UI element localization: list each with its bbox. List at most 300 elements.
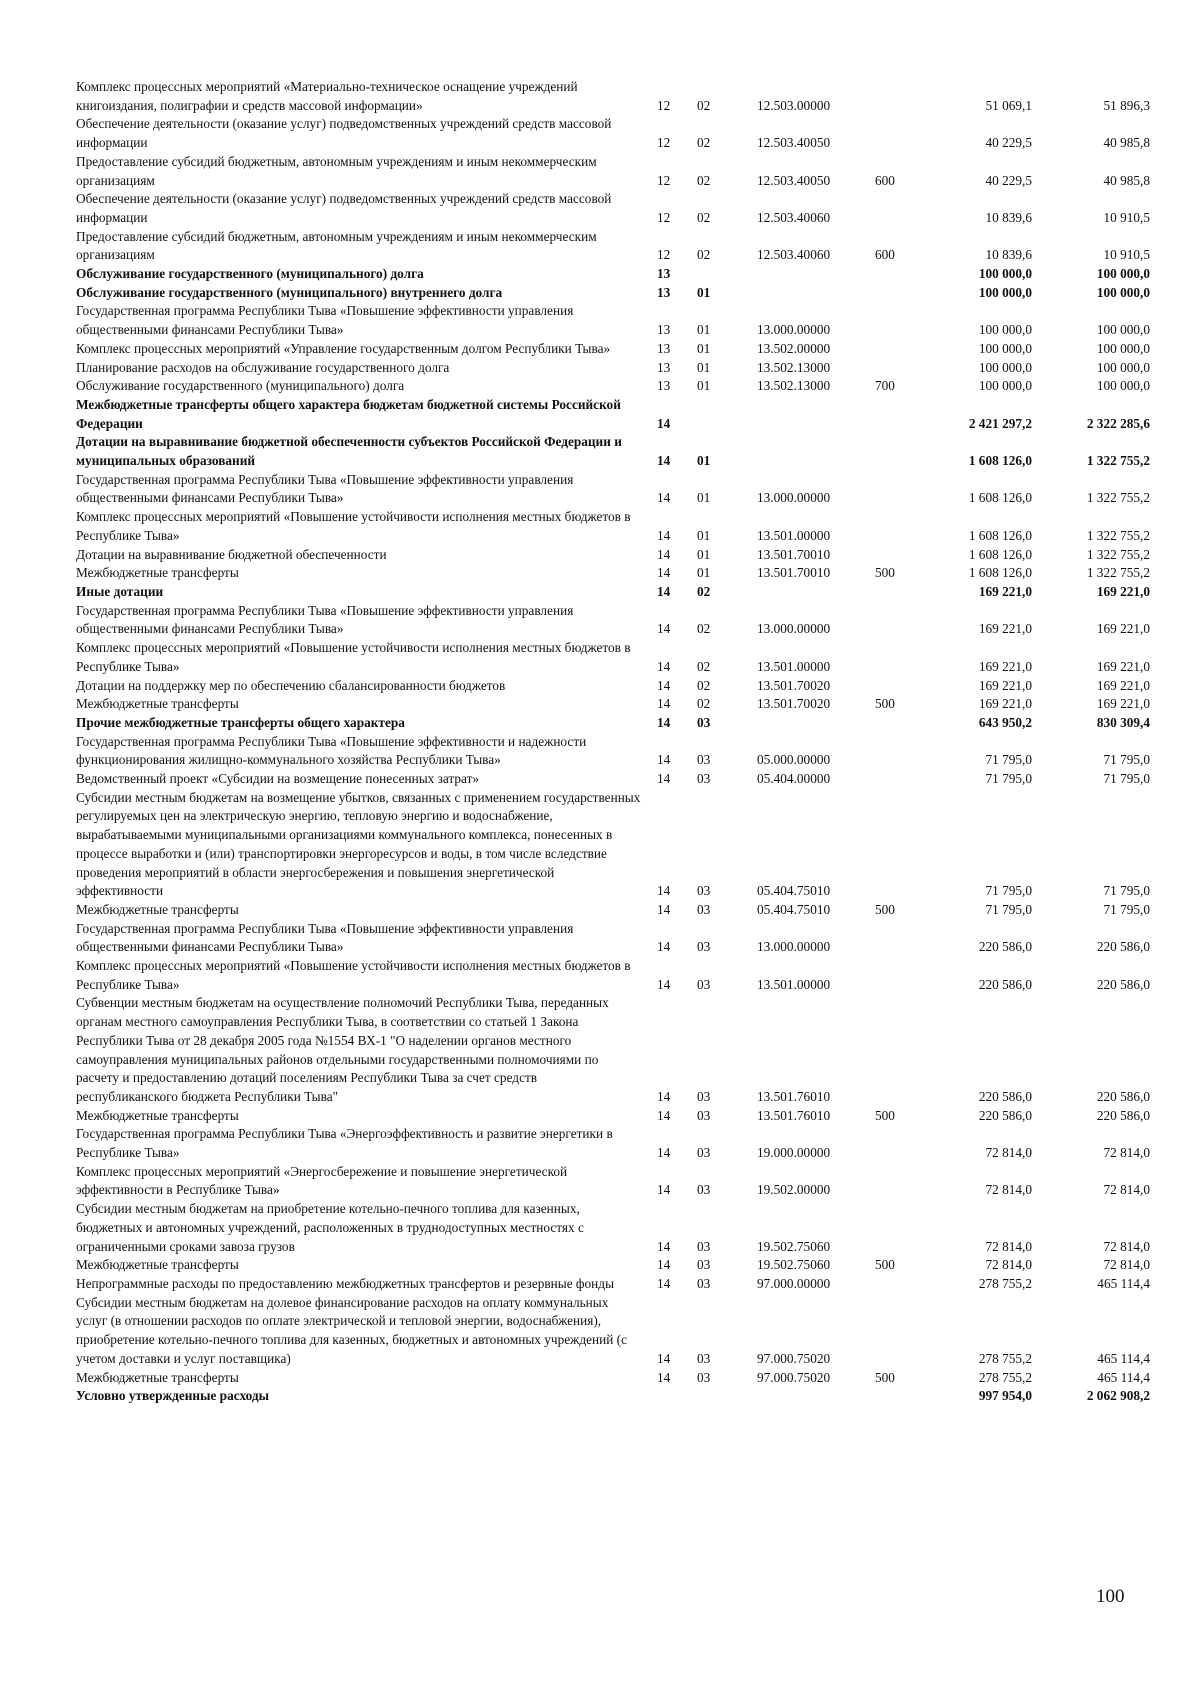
row-amount-year1: 1 608 126,0 <box>968 490 1032 506</box>
row-subsection-code: 01 <box>697 284 711 300</box>
row-expense-type <box>875 994 935 1106</box>
row-section-code: 14 <box>657 490 671 506</box>
row-target-article: 97.000.00000 <box>757 1276 831 1291</box>
row-amount-year1: 220 586,0 <box>978 1088 1032 1104</box>
row-section-code: 14 <box>657 714 671 730</box>
row-amount-year2: 1 322 755,2 <box>1086 565 1150 581</box>
row-subsection-code: 01 <box>697 453 711 469</box>
row-amount-year1: 71 795,0 <box>985 883 1032 899</box>
table-row <box>76 190 1150 227</box>
row-name: Непрограммные расходы по предоставлению межбюджетных трансфертов и резервные фонды <box>76 1276 614 1291</box>
row-subsection-code: 03 <box>697 1145 711 1161</box>
row-subsection-code: 03 <box>697 714 711 730</box>
row-section-code: 13 <box>657 359 671 375</box>
row-name: Комплекс процессных мероприятий «Повышение устойчивости исполнения местных бюджетов в Республике Тыва» <box>76 640 631 674</box>
table-row <box>76 583 1150 602</box>
row-section-code: 14 <box>657 1088 671 1104</box>
row-expense-type <box>875 1163 935 1200</box>
row-subsection-code: 03 <box>697 1238 711 1254</box>
table-row <box>76 340 1150 359</box>
row-section-code: 13 <box>657 284 671 300</box>
row-amount-year1: 169 221,0 <box>978 583 1032 599</box>
row-expense-type <box>875 639 935 676</box>
row-section-code: 13 <box>657 322 671 338</box>
row-subsection-code: 02 <box>697 97 711 113</box>
row-section-code: 14 <box>657 752 671 768</box>
row-name: Межбюджетные трансферты общего характера бюджетам бюджетной системы Российской Федерации <box>76 396 621 431</box>
row-section-code: 13 <box>657 266 671 282</box>
row-expense-type <box>875 265 935 284</box>
row-subsection-code: 03 <box>697 1182 711 1198</box>
row-subsection-code <box>697 265 757 284</box>
row-target-article: 19.502.00000 <box>757 1182 831 1198</box>
row-name: Иные дотации <box>76 583 164 599</box>
row-amount-year1: 71 795,0 <box>985 771 1032 787</box>
row-amount-year1: 169 221,0 <box>978 621 1032 637</box>
row-section-code: 13 <box>657 378 671 394</box>
row-name: Планирование расходов на обслуживание государственного долга <box>76 359 450 375</box>
row-target-article: 13.000.00000 <box>757 322 831 338</box>
row-target-article: 05.404.75010 <box>757 883 831 899</box>
row-target-article: 13.501.76010 <box>757 1088 831 1104</box>
row-amount-year2: 830 309,4 <box>1096 714 1150 730</box>
row-amount-year1: 220 586,0 <box>978 1107 1032 1123</box>
row-expense-type <box>875 433 935 470</box>
row-amount-year2: 100 000,0 <box>1096 284 1150 300</box>
table-row <box>76 471 1150 508</box>
table-row <box>76 1294 1150 1369</box>
row-amount-year1: 1 608 126,0 <box>968 546 1032 562</box>
row-name: Межбюджетные трансферты <box>76 1257 239 1273</box>
row-amount-year1: 100 000,0 <box>978 266 1032 282</box>
row-subsection-code: 01 <box>697 322 711 338</box>
row-expense-type <box>875 1387 935 1406</box>
row-section-code: 14 <box>657 583 671 599</box>
row-name: Комплекс процессных мероприятий «Энергосбережение и повышение энергетической эффективности в Республике Тыва» <box>76 1163 568 1198</box>
row-amount-year2: 10 910,5 <box>1103 247 1150 263</box>
row-expense-type <box>875 677 935 696</box>
row-subsection-code: 03 <box>697 1107 711 1123</box>
row-amount-year1: 71 795,0 <box>985 752 1032 768</box>
row-amount-year2: 1 322 755,2 <box>1086 546 1150 562</box>
row-subsection-code: 03 <box>697 1350 711 1366</box>
row-subsection-code: 01 <box>697 527 711 543</box>
row-expense-type <box>875 770 935 789</box>
row-target-article: 13.501.00000 <box>757 658 831 674</box>
row-name: Условно утвержденные расходы <box>76 1388 269 1404</box>
table-row <box>76 901 1150 920</box>
table-row <box>76 302 1150 339</box>
row-amount-year2: 100 000,0 <box>1096 340 1150 356</box>
row-subsection-code <box>697 396 757 433</box>
row-subsection-code: 01 <box>697 340 711 356</box>
row-amount-year2: 71 795,0 <box>1103 771 1150 787</box>
row-target-article <box>757 583 875 602</box>
row-target-article <box>757 433 875 470</box>
row-expense-type <box>875 546 935 565</box>
row-section-code: 12 <box>657 135 671 151</box>
row-name: Дотации на поддержку мер по обеспечению сбалансированности бюджетов <box>76 677 506 693</box>
row-name: Субсидии местным бюджетам на приобретение котельно-печного топлива для казенных, бюджетных и автономных учреждений, расположенных в труднодоступных местностях с ограниченными сроками завоза грузов <box>76 1201 584 1254</box>
row-expense-type <box>875 1125 935 1162</box>
row-amount-year2: 169 221,0 <box>1096 621 1150 637</box>
row-amount-year1: 100 000,0 <box>978 284 1032 300</box>
row-subsection-code: 03 <box>697 883 711 899</box>
row-target-article: 19.502.75060 <box>757 1238 831 1254</box>
row-target-article: 12.503.00000 <box>757 97 831 113</box>
row-amount-year1: 220 586,0 <box>978 939 1032 955</box>
table-row <box>76 284 1150 303</box>
row-amount-year2: 40 985,8 <box>1103 135 1150 151</box>
row-subsection-code: 01 <box>697 546 711 562</box>
row-expense-type <box>875 284 935 303</box>
row-amount-year2: 71 795,0 <box>1103 901 1150 917</box>
row-amount-year1: 997 954,0 <box>978 1388 1032 1404</box>
row-target-article: 97.000.75020 <box>757 1369 831 1385</box>
row-section-code: 14 <box>657 696 671 712</box>
row-expense-type: 700 <box>875 378 895 394</box>
row-amount-year2: 220 586,0 <box>1096 1088 1150 1104</box>
row-amount-year1: 1 608 126,0 <box>968 565 1032 581</box>
row-subsection-code: 01 <box>697 359 711 375</box>
row-expense-type <box>875 1200 935 1256</box>
row-amount-year2: 72 814,0 <box>1103 1257 1150 1273</box>
table-row <box>76 265 1150 284</box>
row-target-article <box>757 396 875 433</box>
table-row <box>76 115 1150 152</box>
row-subsection-code: 03 <box>697 1276 711 1291</box>
row-amount-year1: 278 755,2 <box>978 1369 1032 1385</box>
row-name: Обслуживание государственного (муниципального) долга <box>76 266 424 282</box>
row-subsection-code: 03 <box>697 752 711 768</box>
row-expense-type <box>875 714 935 733</box>
row-expense-type: 500 <box>875 696 895 712</box>
row-section-code: 14 <box>657 1145 671 1161</box>
row-target-article: 13.501.76010 <box>757 1107 831 1123</box>
row-subsection-code: 02 <box>697 247 711 263</box>
table-row <box>76 377 1150 396</box>
row-target-article: 05.404.00000 <box>757 771 831 787</box>
row-target-article: 13.502.00000 <box>757 340 831 356</box>
row-amount-year1: 169 221,0 <box>978 677 1032 693</box>
row-expense-type <box>875 508 935 545</box>
table-row <box>76 153 1150 190</box>
table-row <box>76 733 1150 770</box>
table-row <box>76 677 1150 696</box>
row-amount-year2: 71 795,0 <box>1103 883 1150 899</box>
row-name: Комплекс процессных мероприятий «Управление государственным долгом Республики Тыва» <box>76 340 611 356</box>
table-row <box>76 789 1150 901</box>
row-section-code: 13 <box>657 340 671 356</box>
row-amount-year2: 2 322 285,6 <box>1086 415 1150 431</box>
row-section-code: 14 <box>657 546 671 562</box>
row-amount-year2: 100 000,0 <box>1096 266 1150 282</box>
table-row <box>76 1125 1150 1162</box>
row-name: Межбюджетные трансферты <box>76 901 239 917</box>
table-row <box>76 920 1150 957</box>
table-row <box>76 1107 1150 1126</box>
row-expense-type: 600 <box>875 247 895 263</box>
row-section-code <box>649 1387 697 1406</box>
row-amount-year1: 51 069,1 <box>985 97 1032 113</box>
table-row <box>76 1256 1150 1275</box>
row-target-article: 13.501.00000 <box>757 527 831 543</box>
row-expense-type: 500 <box>875 901 895 917</box>
row-target-article: 12.503.40060 <box>757 209 831 225</box>
row-expense-type <box>875 957 935 994</box>
row-subsection-code: 02 <box>697 677 711 693</box>
row-subsection-code: 03 <box>697 1369 711 1385</box>
row-name: Комплекс процессных мероприятий «Материально-техническое оснащение учреждений книгоиздания, полиграфии и средств массовой информации» <box>76 79 578 113</box>
row-name: Дотации на выравнивание бюджетной обеспеченности субъектов Российской Федерации и муниципальных образований <box>76 434 622 469</box>
table-row <box>76 396 1150 433</box>
row-amount-year1: 278 755,2 <box>978 1350 1032 1366</box>
row-subsection-code: 03 <box>697 939 711 955</box>
row-expense-type <box>875 190 935 227</box>
row-amount-year1: 169 221,0 <box>978 696 1032 712</box>
row-amount-year1: 169 221,0 <box>978 658 1032 674</box>
row-name: Комплекс процессных мероприятий «Повышение устойчивости исполнения местных бюджетов в Республике Тыва» <box>76 509 631 543</box>
table-row <box>76 770 1150 789</box>
row-target-article: 19.000.00000 <box>757 1145 831 1161</box>
row-amount-year2: 169 221,0 <box>1096 658 1150 674</box>
table-row <box>76 695 1150 714</box>
row-amount-year1: 2 421 297,2 <box>968 415 1032 431</box>
row-section-code: 14 <box>657 1276 671 1291</box>
table-row <box>76 1163 1150 1200</box>
row-amount-year2: 465 114,4 <box>1097 1276 1150 1291</box>
row-subsection-code: 03 <box>697 1088 711 1104</box>
row-target-article <box>757 265 875 284</box>
row-subsection-code: 01 <box>697 490 711 506</box>
row-section-code: 14 <box>657 883 671 899</box>
row-subsection-code: 02 <box>697 696 711 712</box>
row-name: Предоставление субсидий бюджетным, автономным учреждениям и иным некоммерческим организациям <box>76 228 597 263</box>
row-amount-year1: 220 586,0 <box>978 976 1032 992</box>
table-row <box>76 508 1150 545</box>
row-expense-type: 600 <box>875 172 895 188</box>
row-amount-year2: 72 814,0 <box>1103 1145 1150 1161</box>
row-amount-year1: 10 839,6 <box>985 209 1032 225</box>
row-target-article: 13.000.00000 <box>757 939 831 955</box>
row-section-code: 14 <box>657 621 671 637</box>
row-target-article: 97.000.75020 <box>757 1350 831 1366</box>
row-amount-year1: 100 000,0 <box>978 340 1032 356</box>
row-amount-year1: 100 000,0 <box>978 359 1032 375</box>
table-row <box>76 957 1150 994</box>
row-amount-year1: 100 000,0 <box>978 378 1032 394</box>
table-row <box>76 1369 1150 1388</box>
row-section-code: 12 <box>657 97 671 113</box>
table-row <box>76 1275 1150 1294</box>
row-amount-year2: 40 985,8 <box>1103 172 1150 188</box>
row-section-code: 14 <box>657 658 671 674</box>
row-section-code: 14 <box>657 677 671 693</box>
row-name: Прочие межбюджетные трансферты общего характера <box>76 714 405 730</box>
row-subsection-code: 03 <box>697 1257 711 1273</box>
row-name: Обеспечение деятельности (оказание услуг) подведомственных учреждений средств массовой информации <box>76 191 612 225</box>
row-target-article: 13.501.70010 <box>757 565 831 581</box>
row-amount-year1: 72 814,0 <box>985 1182 1032 1198</box>
row-amount-year2: 100 000,0 <box>1096 359 1150 375</box>
table-row <box>76 639 1150 676</box>
row-name: Межбюджетные трансферты <box>76 1107 239 1123</box>
row-name: Межбюджетные трансферты <box>76 1369 239 1385</box>
row-section-code: 14 <box>657 976 671 992</box>
row-name: Межбюджетные трансферты <box>76 565 239 581</box>
row-section-code: 14 <box>657 415 671 431</box>
table-row <box>76 994 1150 1106</box>
row-expense-type <box>875 602 935 639</box>
row-amount-year1: 72 814,0 <box>985 1257 1032 1273</box>
row-target-article: 13.502.13000 <box>757 378 831 394</box>
row-expense-type <box>875 302 935 339</box>
row-amount-year2: 220 586,0 <box>1096 1107 1150 1123</box>
budget-table-body <box>76 78 1150 1406</box>
row-target-article: 13.501.70020 <box>757 696 831 712</box>
row-subsection-code: 02 <box>697 209 711 225</box>
row-name: Государственная программа Республики Тыва «Энергоэффективность и развитие энергетики в Республике Тыва» <box>76 1126 613 1161</box>
row-expense-type <box>875 789 935 901</box>
row-amount-year2: 465 114,4 <box>1097 1369 1150 1385</box>
row-name: Государственная программа Республики Тыва «Повышение эффективности управления общественными финансами Республики Тыва» <box>76 920 574 955</box>
row-name: Государственная программа Республики Тыва «Повышение эффективности управления общественными финансами Республики Тыва» <box>76 471 574 506</box>
row-amount-year1: 100 000,0 <box>978 322 1032 338</box>
table-row <box>76 564 1150 583</box>
row-name: Ведомственный проект «Субсидии на возмещение понесенных затрат» <box>76 771 480 787</box>
row-amount-year2: 10 910,5 <box>1103 209 1150 225</box>
row-section-code: 14 <box>657 1257 671 1273</box>
row-amount-year2: 100 000,0 <box>1096 378 1150 394</box>
row-name: Комплекс процессных мероприятий «Повышение устойчивости исполнения местных бюджетов в Республике Тыва» <box>76 958 631 992</box>
row-target-article: 13.000.00000 <box>757 490 831 506</box>
row-amount-year2: 169 221,0 <box>1096 583 1150 599</box>
row-expense-type: 500 <box>875 565 895 581</box>
row-name: Обслуживание государственного (муниципального) долга <box>76 378 405 394</box>
row-section-code: 12 <box>657 247 671 263</box>
row-section-code: 14 <box>657 453 671 469</box>
row-target-article: 12.503.40050 <box>757 135 831 151</box>
row-section-code: 12 <box>657 209 671 225</box>
row-subsection-code: 02 <box>697 135 711 151</box>
row-section-code: 14 <box>657 901 671 917</box>
row-expense-type <box>875 920 935 957</box>
row-expense-type <box>875 583 935 602</box>
row-name: Дотации на выравнивание бюджетной обеспеченности <box>76 546 387 562</box>
row-target-article <box>757 714 875 733</box>
row-amount-year1: 40 229,5 <box>985 172 1032 188</box>
row-amount-year2: 2 062 908,2 <box>1086 1388 1150 1404</box>
row-amount-year2: 220 586,0 <box>1096 939 1150 955</box>
row-name: Субсидии местным бюджетам на долевое финансирование расходов на оплату коммунальных услуг (в отношении расходов по оплате электрической и тепловой энергии, водоснабжения), приобретение котельно-печного топлива для казенных, бюджетных и автономных учреждений (с учетом доставки и услуг поставщика) <box>76 1294 628 1366</box>
row-subsection-code <box>697 1387 757 1406</box>
page-number: 100 <box>1096 1586 1125 1607</box>
table-row <box>76 546 1150 565</box>
row-expense-type <box>875 733 935 770</box>
row-section-code: 14 <box>657 1350 671 1366</box>
row-subsection-code: 03 <box>697 771 711 787</box>
table-row <box>76 359 1150 378</box>
row-expense-type <box>875 396 935 433</box>
row-target-article <box>757 1387 875 1406</box>
row-amount-year1: 1 608 126,0 <box>968 453 1032 469</box>
row-section-code: 14 <box>657 771 671 787</box>
row-amount-year2: 169 221,0 <box>1096 677 1150 693</box>
row-expense-type <box>875 1275 935 1294</box>
row-name: Государственная программа Республики Тыва «Повышение эффективности и надежности функционирования жилищно-коммунального хозяйства Республики Тыва» <box>76 733 587 768</box>
row-expense-type <box>875 1294 935 1369</box>
row-section-code: 14 <box>657 1238 671 1254</box>
row-expense-type <box>875 78 935 115</box>
table-row <box>76 78 1150 115</box>
row-name: Обеспечение деятельности (оказание услуг) подведомственных учреждений средств массовой информации <box>76 116 612 151</box>
row-expense-type: 500 <box>875 1107 895 1123</box>
row-amount-year1: 71 795,0 <box>985 901 1032 917</box>
row-amount-year1: 1 608 126,0 <box>968 527 1032 543</box>
table-row <box>76 714 1150 733</box>
row-amount-year2: 100 000,0 <box>1096 322 1150 338</box>
row-section-code: 14 <box>657 565 671 581</box>
row-section-code: 14 <box>657 1369 671 1385</box>
row-name: Государственная программа Республики Тыва «Повышение эффективности управления общественными финансами Республики Тыва» <box>76 602 574 637</box>
row-target-article: 12.503.40050 <box>757 172 831 188</box>
row-subsection-code: 02 <box>697 621 711 637</box>
row-name: Субсидии местным бюджетам на возмещение убытков, связанных с применением государственных регулируемых цен на электрическую энергию, тепловую энергию и водоснабжение, вырабатываемыми муниципальными организациями коммунального комплекса, понесенных в процессе выработки и (или) транспортировки энергоресурсов и воды, в том числе вследствие проведения мероприятий в области энергосбережения и повышения энергетической эффективности <box>76 789 641 899</box>
row-target-article: 13.501.70020 <box>757 677 831 693</box>
row-amount-year2: 71 795,0 <box>1103 752 1150 768</box>
row-amount-year2: 465 114,4 <box>1097 1350 1150 1366</box>
row-name: Государственная программа Республики Тыва «Повышение эффективности управления общественными финансами Республики Тыва» <box>76 303 574 338</box>
row-expense-type: 500 <box>875 1257 895 1273</box>
row-amount-year2: 72 814,0 <box>1103 1238 1150 1254</box>
row-amount-year2: 51 896,3 <box>1103 97 1150 113</box>
row-amount-year2: 169 221,0 <box>1096 696 1150 712</box>
row-section-code: 14 <box>657 939 671 955</box>
row-name: Межбюджетные трансферты <box>76 696 239 712</box>
row-section-code: 12 <box>657 172 671 188</box>
row-amount-year1: 278 755,2 <box>978 1276 1032 1291</box>
row-amount-year2: 220 586,0 <box>1096 976 1150 992</box>
row-subsection-code: 03 <box>697 901 711 917</box>
table-row <box>76 433 1150 470</box>
row-expense-type <box>875 115 935 152</box>
row-amount-year2: 1 322 755,2 <box>1086 490 1150 506</box>
row-subsection-code: 01 <box>697 565 711 581</box>
row-target-article: 05.404.75010 <box>757 901 831 917</box>
budget-table <box>76 78 1150 1406</box>
table-row <box>76 1387 1150 1406</box>
row-target-article <box>757 284 875 303</box>
row-subsection-code: 01 <box>697 378 711 394</box>
row-target-article: 19.502.75060 <box>757 1257 831 1273</box>
row-target-article: 13.501.70010 <box>757 546 831 562</box>
row-subsection-code: 03 <box>697 976 711 992</box>
row-expense-type <box>875 359 935 378</box>
row-target-article: 05.000.00000 <box>757 752 831 768</box>
row-amount-year2: 1 322 755,2 <box>1086 453 1150 469</box>
row-section-code: 14 <box>657 1182 671 1198</box>
table-row <box>76 228 1150 265</box>
row-amount-year1: 72 814,0 <box>985 1145 1032 1161</box>
row-amount-year2: 1 322 755,2 <box>1086 527 1150 543</box>
row-subsection-code: 02 <box>697 658 711 674</box>
row-target-article: 12.503.40060 <box>757 247 831 263</box>
row-expense-type: 500 <box>875 1369 895 1385</box>
table-row <box>76 602 1150 639</box>
row-expense-type <box>875 471 935 508</box>
row-amount-year1: 72 814,0 <box>985 1238 1032 1254</box>
row-subsection-code: 02 <box>697 172 711 188</box>
